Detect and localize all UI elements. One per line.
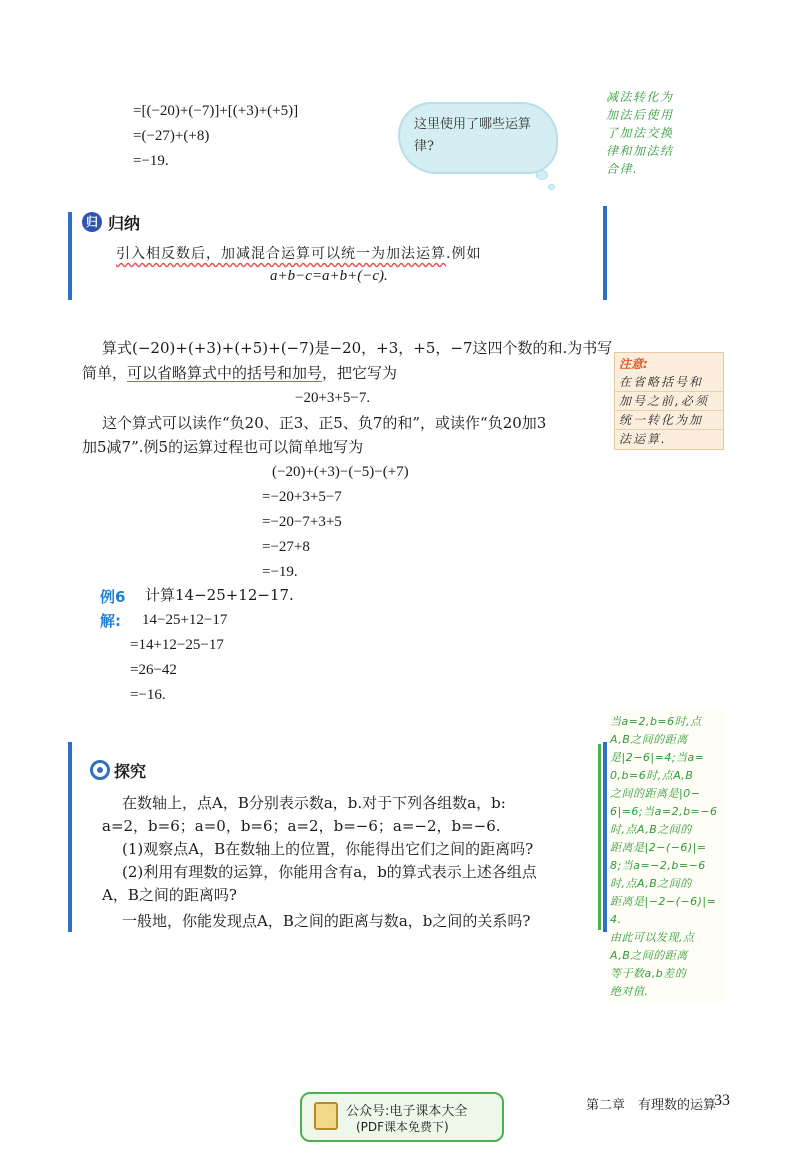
- summary-title: 归纳: [108, 214, 141, 233]
- green-note-line: A,B之间的距离: [610, 949, 688, 962]
- summary-text: [116, 243, 481, 263]
- ex5-line: (−20)+(+3)−(−5)−(+7): [272, 464, 409, 480]
- watermark-line1: 公众号:电子课本大全: [346, 1104, 468, 1119]
- explore-line: 一般地，你能发现点A，B之间的距离与数a，b之间的关系吗?: [122, 912, 531, 930]
- note-line: 法运算.: [619, 432, 667, 446]
- side-note-top-line: 律和加法结: [606, 144, 674, 158]
- summary-icon: 归: [82, 212, 102, 232]
- calc-line-1: =[(−20)+(−7)]+[(+3)+(+5)]: [133, 103, 299, 119]
- calc-line-2: =(−27)+(+8): [133, 128, 210, 144]
- ex6-line: =−16.: [130, 687, 166, 703]
- solution-label: 解:: [100, 612, 121, 630]
- para1-line2: [82, 362, 397, 385]
- explore-line: a=2，b=6；a=0，b=6；a=2，b=−6；a=−2，b=−6.: [102, 817, 501, 835]
- ex5-line: =−19.: [262, 564, 298, 580]
- bubble-tail-dot-small: [548, 184, 555, 190]
- para2-line2: 加5减7”.例5的运算过程也可以简单地写为: [82, 438, 364, 456]
- bubble-text: 这里使用了哪些运算律?: [414, 117, 532, 154]
- explore-line: (2)利用有理数的运算，你能用含有a，b的算式表示上述各组点: [122, 863, 537, 881]
- note-body: [619, 373, 721, 449]
- summary-text-tail: .例如: [446, 246, 482, 262]
- ex5-line: =−20−7+3+5: [262, 514, 342, 530]
- page-number: 33: [714, 1092, 730, 1109]
- side-note-top-line: 减法转化为: [606, 90, 674, 104]
- green-note-line: 时,点A,B之间的: [610, 823, 692, 836]
- book-icon: [314, 1102, 338, 1130]
- green-note-line: 等于数a,b差的: [610, 967, 687, 980]
- note-card: [614, 352, 724, 450]
- green-note-line: 绝对值.: [610, 985, 649, 998]
- ex6-line: =26−42: [130, 662, 177, 678]
- green-note-line: 4.: [610, 913, 622, 926]
- summary-left-bar: [68, 212, 72, 300]
- explore-line: 在数轴上，点A，B分别表示数a，b.对于下列各组数a，b:: [122, 794, 506, 812]
- footer-chapter: 第二章 有理数的运算: [586, 1098, 717, 1113]
- explore-line: (1)观察点A，B在数轴上的位置，你能得出它们之间的距离吗?: [122, 840, 534, 858]
- ex6-line: 14−25+12−17: [142, 612, 228, 628]
- note-line: 加号之前,必须: [619, 394, 709, 408]
- note-line: 统一转化为加: [619, 413, 704, 427]
- explore-icon: [90, 760, 110, 780]
- para2-line1: 这个算式可以读作“负20、正3、正5、负7的和”，或读作“负20加3: [102, 414, 547, 432]
- side-note-green-line: [598, 744, 601, 930]
- explore-right-bar: [603, 742, 607, 932]
- ex5-line: =−27+8: [262, 539, 310, 555]
- green-note-line: 8;当a=−2,b=−6: [610, 859, 706, 872]
- example6-text: 计算14−25+12−17.: [145, 586, 294, 604]
- ex6-line: =14+12−25−17: [130, 637, 224, 653]
- para1-line1: 算式(−20)+(+3)+(+5)+(−7)是−20，+3，+5，−7这四个数的和.为书写: [102, 339, 613, 357]
- explore-title: 探究: [114, 762, 147, 781]
- green-note-line: 距离是|−2−(−6)|=: [610, 895, 717, 908]
- side-note-top-line: 合律.: [606, 162, 639, 176]
- para1-line2-a: 简单，: [82, 364, 128, 382]
- watermark-badge: [300, 1092, 504, 1142]
- green-note-line: 是|2−6|=4;当a=: [610, 751, 705, 764]
- watermark-line2: (PDF课本免费下): [356, 1120, 449, 1134]
- side-note-top-line: 了加法交换: [606, 126, 674, 140]
- summary-right-bar: [603, 206, 607, 300]
- side-note-green: [610, 713, 726, 1001]
- explore-line: A，B之间的距离吗?: [102, 886, 237, 904]
- green-note-line: 0,b=6时,点A,B: [610, 769, 694, 782]
- summary-formula: a+b−c=a+b+(−c).: [270, 268, 388, 284]
- para1-line2-c: ，把它写为: [322, 364, 398, 382]
- green-note-line: 时,点A,B之间的: [610, 877, 692, 890]
- green-note-line: 由此可以发现,点: [610, 931, 695, 944]
- green-note-line: A,B之间的距离: [610, 733, 688, 746]
- green-note-line: 距离是|2−(−6)|=: [610, 841, 707, 854]
- para1-expr: −20+3+5−7.: [295, 390, 371, 406]
- ex5-line: =−20+3+5−7: [262, 489, 342, 505]
- summary-text-wavy: 引入相反数后，加减混合运算可以统一为加法运算: [116, 246, 446, 262]
- bubble-tail-dot: [536, 170, 548, 180]
- para1-line2-underlined: 可以省略算式中的括号和加号: [127, 364, 323, 382]
- example6-label: 例6: [100, 588, 126, 606]
- note-title: 注意:: [619, 357, 648, 371]
- thought-bubble: [398, 102, 558, 174]
- explore-left-bar: [68, 742, 72, 932]
- side-note-top-line: 加法后使用: [606, 108, 674, 122]
- note-line: 在省略括号和: [619, 375, 704, 389]
- green-note-line: 之间的距离是|0−: [610, 787, 701, 800]
- green-note-line: 当a=2,b=6时,点: [610, 715, 702, 728]
- calc-line-3: =−19.: [133, 153, 169, 169]
- green-note-line: 6|=6;当a=2,b=−6: [610, 805, 718, 818]
- side-note-top: [606, 88, 706, 178]
